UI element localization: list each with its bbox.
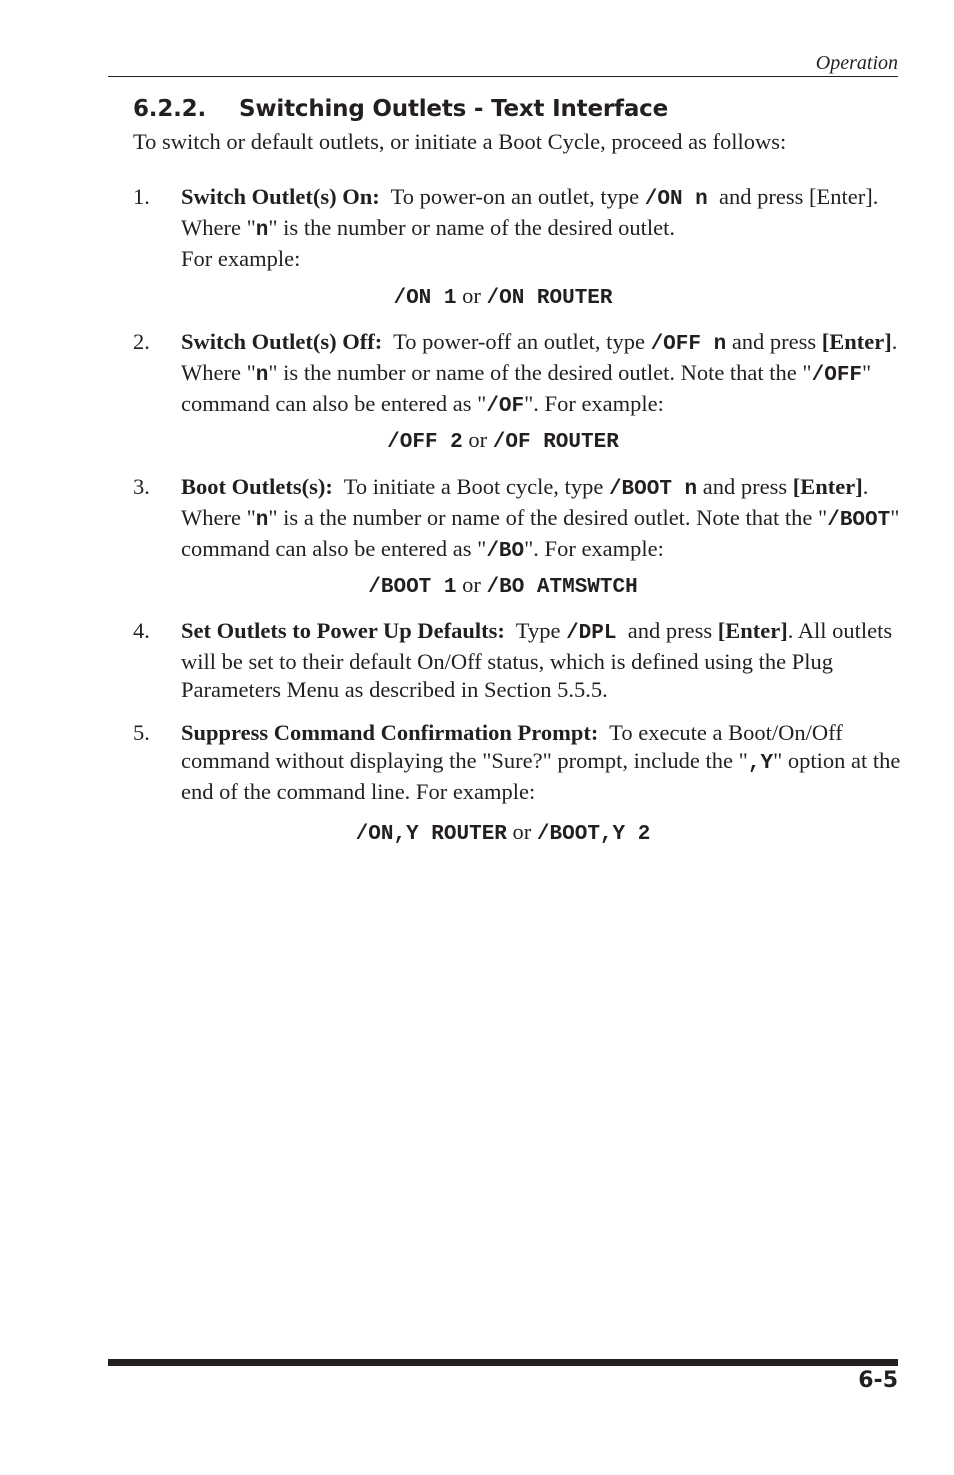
example-or: or: [462, 572, 481, 597]
page-number: 6-5: [858, 1368, 898, 1393]
example-command: /ON,Y ROUTER: [355, 823, 507, 846]
step-text-run: . Where ": [181, 329, 898, 385]
step-text-run: " is the number or name of the desired outlet. Note that the ": [268, 360, 812, 385]
command-code: /BO: [486, 540, 525, 563]
section-heading: [133, 94, 893, 124]
command-code: /DPL: [566, 622, 617, 645]
step-text-run: Type: [515, 618, 561, 643]
example-command: /ON ROUTER: [486, 287, 613, 310]
example-command: /OFF 2: [387, 431, 463, 454]
step-number: 1.: [133, 184, 150, 209]
command-code: /BOOT n: [608, 478, 698, 501]
header-rule: [108, 76, 898, 77]
command-code: ,Y: [747, 752, 774, 775]
example-or: or: [468, 427, 488, 452]
step-label: Boot Outlets(s):: [181, 474, 333, 499]
step-label: Suppress Command Confirmation Prompt:: [181, 720, 599, 745]
step-text: [181, 719, 903, 806]
key-label: [Enter]: [792, 474, 863, 499]
key-label: [Enter]: [821, 329, 892, 354]
step-text-run: To initiate a Boot cycle, type: [343, 474, 604, 499]
command-code: n: [255, 219, 269, 242]
section-title: Switching Outlets - Text Interface: [239, 96, 668, 122]
step-text-run: " option at the end of the command line. For example:: [181, 748, 901, 804]
step-text-run: ". For example:: [524, 536, 664, 561]
example-command: /BOOT,Y 2: [536, 823, 651, 846]
command-code: /ON n: [644, 188, 708, 211]
example-or: or: [512, 819, 532, 844]
step-number: 2.: [133, 329, 150, 354]
step-text-run: To power-on an outlet, type: [390, 184, 640, 209]
step-text-run: ". For example:: [524, 391, 664, 416]
example-1: [133, 282, 873, 313]
step-text-run: and press: [627, 618, 713, 643]
step-number: 3.: [133, 474, 150, 499]
command-code: /BOOT: [827, 509, 891, 532]
step-text-run: " is the number or name of the desired outlet.: [268, 215, 675, 240]
footer-rule: [108, 1359, 898, 1366]
step-number: 4.: [133, 618, 150, 643]
step-text-run: " is a the number or name of the desired outlet. Note that the ": [268, 505, 828, 530]
step-text-run: and press: [702, 474, 788, 499]
step-text-run: and press [Enter]. Where ": [181, 184, 879, 240]
step-text-run: . Where ": [181, 474, 869, 530]
step-number: 5.: [133, 720, 150, 745]
step-text-run: To execute a Boot/On/Off command without displaying the "Sure?" prompt, include the ": [181, 720, 843, 773]
example-command: /BOOT 1: [368, 576, 457, 599]
step-text: [181, 617, 903, 704]
step-text-run: " command can also be entered as ": [181, 360, 872, 416]
step-label: Set Outlets to Power Up Defaults:: [181, 618, 505, 643]
step-label: Switch Outlet(s) On:: [181, 184, 380, 209]
command-code: /OFF: [811, 364, 863, 387]
command-code: /OF: [486, 395, 525, 418]
running-head: Operation: [815, 52, 898, 74]
step-text-run: and press: [731, 329, 817, 354]
command-code: n: [255, 364, 269, 387]
command-code: /OFF n: [650, 333, 727, 356]
intro-paragraph: To switch or default outlets, or initiate a Boot Cycle, proceed as follows:: [133, 129, 787, 154]
example-2: [133, 426, 873, 457]
section-number: 6.2.2.: [133, 96, 207, 122]
example-command: /ON 1: [393, 287, 457, 310]
example-5: [133, 818, 873, 849]
step-text-run: To power-off an outlet, type: [393, 329, 645, 354]
command-code: n: [255, 509, 269, 532]
step-text: [181, 473, 903, 566]
step-text: [181, 328, 903, 421]
step-label: Switch Outlet(s) Off:: [181, 329, 383, 354]
example-command: /BO ATMSWTCH: [486, 576, 638, 599]
example-or: or: [462, 283, 481, 308]
step-text-run: For example:: [181, 246, 301, 271]
example-command: /OF ROUTER: [492, 431, 619, 454]
key-label: [Enter]: [717, 618, 788, 643]
step-text-run: " command can also be entered as ": [181, 505, 900, 561]
example-3: [133, 571, 873, 602]
step-text-run: . All outlets will be set to their default On/Off status, which is defined using the Plug Parameters Menu as described in Section 5.5.5.: [181, 618, 893, 702]
step-text: [181, 183, 903, 273]
